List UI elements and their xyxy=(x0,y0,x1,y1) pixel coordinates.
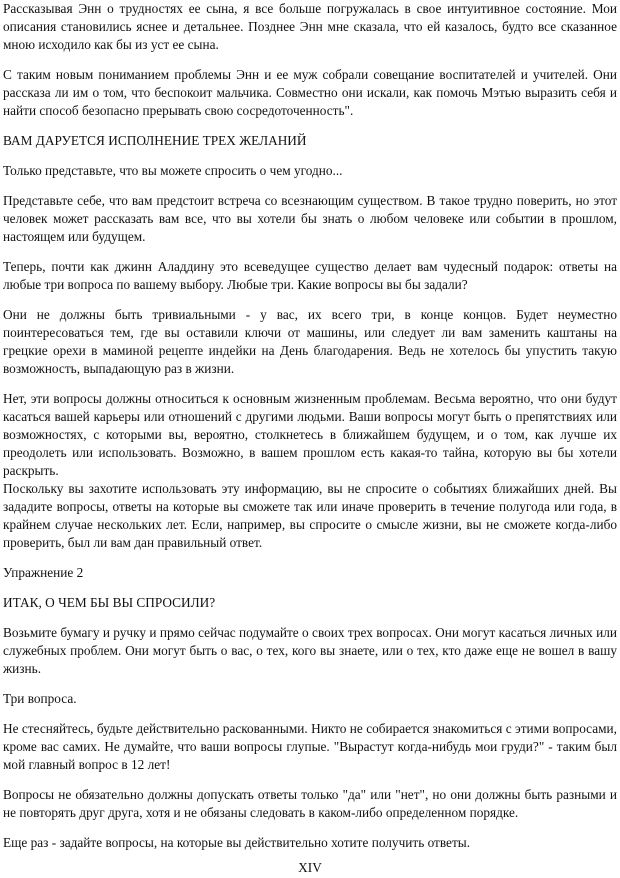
paragraph-teachers-meeting: С таким новым пониманием проблемы Энн и ее муж собрали совещание воспитателей и учителей. Они рассказа ли им о том, что беспокоит мальчика. Совместно они искали, как помочь Мэтью выразить себя и найти способ безопасно прерывать свою сосредоточенность". xyxy=(3,67,617,118)
paragraph-genie-gift: Теперь, почти как джинн Аладдину это всеведущее существо делает вам чудесный подарок: ответы на любые три вопроса по вашему выбору. Любые три. Какие вопросы вы бы задали? xyxy=(3,259,617,292)
paragraph-life-problems: Нет, эти вопросы должны относиться к основным жизненным проблемам. Весьма вероятно, что они будут касаться вашей карьеры или отношений с другими людьми. Ваши вопросы могут быть о препятствиях или возможностях, с которыми вы, вероятно, столкнетесь в ближайшем будущем, и о том, как лучше их преодолеть или использовать. Возможно, в вашем прошлом есть какая-то тайна, которую вы бы хотели раскрыть. xyxy=(3,391,617,478)
section-heading-what-would-you-ask: ИТАК, О ЧЕМ БЫ ВЫ СПРОСИЛИ? xyxy=(3,595,216,610)
paragraph-imagine: Только представьте, что вы можете спросить о чем угодно... xyxy=(3,163,343,178)
paragraph-verify-answers: Поскольку вы захотите использовать эту информацию, вы не спросите о событиях ближайших дней. Вы зададите вопросы, ответы на которые вы сможете так или иначе проверить в течение полугода или года, в крайнем случае нескольких лет. Если, например, вы спросите о смысле жизни, вы не сможете когда-либо проверить, был ли вам дан правильный ответ. xyxy=(3,481,617,550)
paragraph-all-knowing-being: Представьте себе, что вам предстоит встреча со всезнающим существом. В такое трудно поверить, но этот человек может рассказать вам все, что вы хотели бы знать о любом человеке или событии в прошлом, настоящем или будущем. xyxy=(3,193,617,244)
document-page xyxy=(3,0,617,864)
paragraph-dont-be-shy: Не стесняйтесь, будьте действительно раскованными. Никто не собирается знакомиться с этими вопросами, кроме вас самих. Не думайте, что ваши вопросы глупые. "Вырастут когда-нибудь мои груди?" - таким был мой главный вопрос в 12 лет! xyxy=(3,721,617,772)
paragraph-not-yes-no: Вопросы не обязательно должны допускать ответы только "да" или "нет", но они должны быть разными и не повторять друг друга, хотя и не обязаны следовать в каком-либо определенном порядке. xyxy=(3,787,617,820)
paragraph-not-trivial: Они не должны быть тривиальными - у вас, их всего три, в конце концов. Будет неуместно поинтересоваться тем, где вы оставили ключи от машины, или следует ли вам заменить каштаны на грецкие орехи в маминой рецепте индейки на День благодарения. Ведь не хотелось бы упустить такую возможность, выпадающую раз в жизни. xyxy=(3,307,617,376)
paragraph-ann-intuition: Рассказывая Энн о трудностях ее сына, я все больше погружалась в свое интуитивное состояние. Мои описания становились яснее и детальнее. Позднее Энн мне сказала, что ей казалось, будто все сказанное мною исходило как бы из уст ее сына. xyxy=(3,1,617,52)
section-heading-three-wishes: ВАМ ДАРУЕТСЯ ИСПОЛНЕНИЕ ТРЕХ ЖЕЛАНИЙ xyxy=(3,133,307,148)
page-number: XIV xyxy=(298,860,322,875)
paragraph-ask-again: Еще раз - задайте вопросы, на которые вы действительно хотите получить ответы. xyxy=(3,835,471,850)
exercise-label: Упражнение 2 xyxy=(3,565,84,580)
paragraph-paper-and-pen: Возьмите бумагу и ручку и прямо сейчас подумайте о своих трех вопросах. Они могут касаться личных или служебных проблем. Они могут быть о вас, о тех, кого вы знаете, или о тех, кто даже еще не вошел в вашу жизнь. xyxy=(3,625,617,676)
paragraph-three-questions: Три вопроса. xyxy=(3,691,77,706)
